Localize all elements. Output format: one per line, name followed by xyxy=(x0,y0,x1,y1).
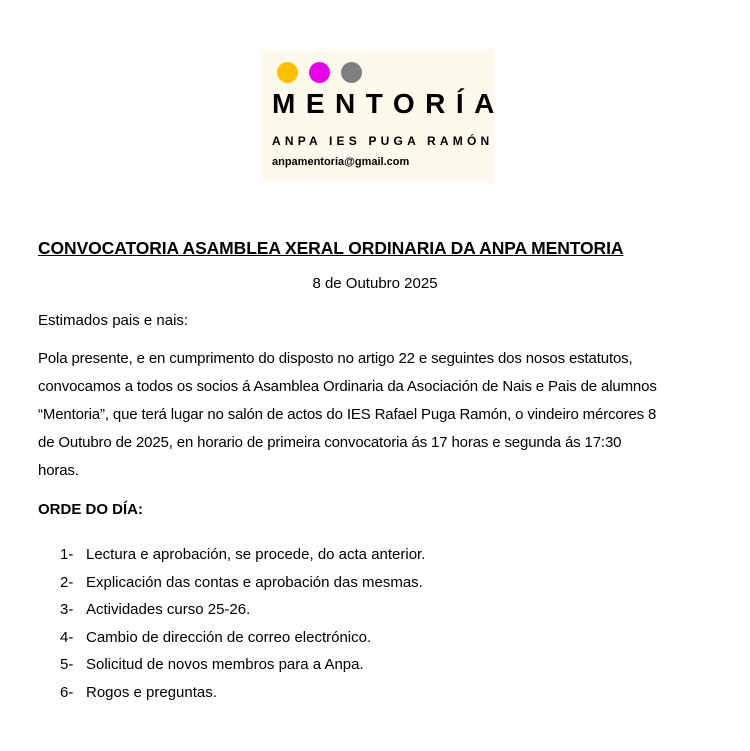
agenda-text: Explicación das contas e aprobación das mesmas. xyxy=(86,573,423,591)
body-paragraph xyxy=(38,345,728,485)
agenda-number: 6- xyxy=(60,683,74,701)
agenda-number: 3- xyxy=(60,601,74,619)
agenda-text: Solicitud de novos membros para a Anpa. xyxy=(86,656,364,674)
gray-dot-icon xyxy=(341,62,362,83)
greeting: Estimados pais e nais: xyxy=(38,312,189,329)
magenta-dot-icon xyxy=(309,62,330,83)
body-line: horas. xyxy=(38,462,79,479)
agenda-text: Actividades curso 25-26. xyxy=(86,601,251,619)
mentoria-logo xyxy=(260,49,505,183)
logo-title: MENTORÍA xyxy=(272,88,505,119)
agenda-item xyxy=(60,624,425,652)
agenda-title: ORDE DO DÍA: xyxy=(38,501,143,518)
document-title: CONVOCATORIA ASAMBLEA XERAL ORDINARIA DA ANPA MENTORIA xyxy=(38,238,624,258)
agenda-item xyxy=(60,651,425,679)
agenda-number: 5- xyxy=(60,656,74,674)
body-line: Pola presente, e en cumprimento do disposto no artigo 22 e seguintes dos nosos estatutos, xyxy=(38,350,633,367)
yellow-dot-icon xyxy=(277,62,298,83)
agenda-text: Rogos e preguntas. xyxy=(86,683,217,701)
agenda-text: Lectura e aprobación, se procede, do acta anterior. xyxy=(86,546,426,563)
agenda-number: 2- xyxy=(60,573,74,591)
agenda-item xyxy=(60,596,425,624)
logo-subtitle: ANPA IES PUGA RAMÓN xyxy=(272,134,494,148)
agenda-item xyxy=(60,569,425,597)
agenda-number: 1- xyxy=(60,546,74,563)
logo-email: anpamentoria@gmail.com xyxy=(272,156,410,168)
agenda-text: Cambio de dirección de correo electrónico. xyxy=(86,628,372,646)
document-date: 8 de Outubro 2025 xyxy=(312,275,438,292)
body-line: de Outubro de 2025, en horario de primeira convocatoria ás 17 horas e segunda ás 17:30 xyxy=(38,434,622,451)
agenda-item xyxy=(60,541,425,569)
agenda-number: 4- xyxy=(60,628,74,646)
agenda-list xyxy=(60,541,425,707)
body-line: “Mentoria”, que terá lugar no salón de actos do IES Rafael Puga Ramón, o vindeiro mércores 8 xyxy=(38,406,657,423)
body-line: convocamos a todos os socios á Asamblea Ordinaria da Asociación de Nais e Pais de alumnos xyxy=(38,378,657,395)
agenda-item xyxy=(60,679,425,707)
